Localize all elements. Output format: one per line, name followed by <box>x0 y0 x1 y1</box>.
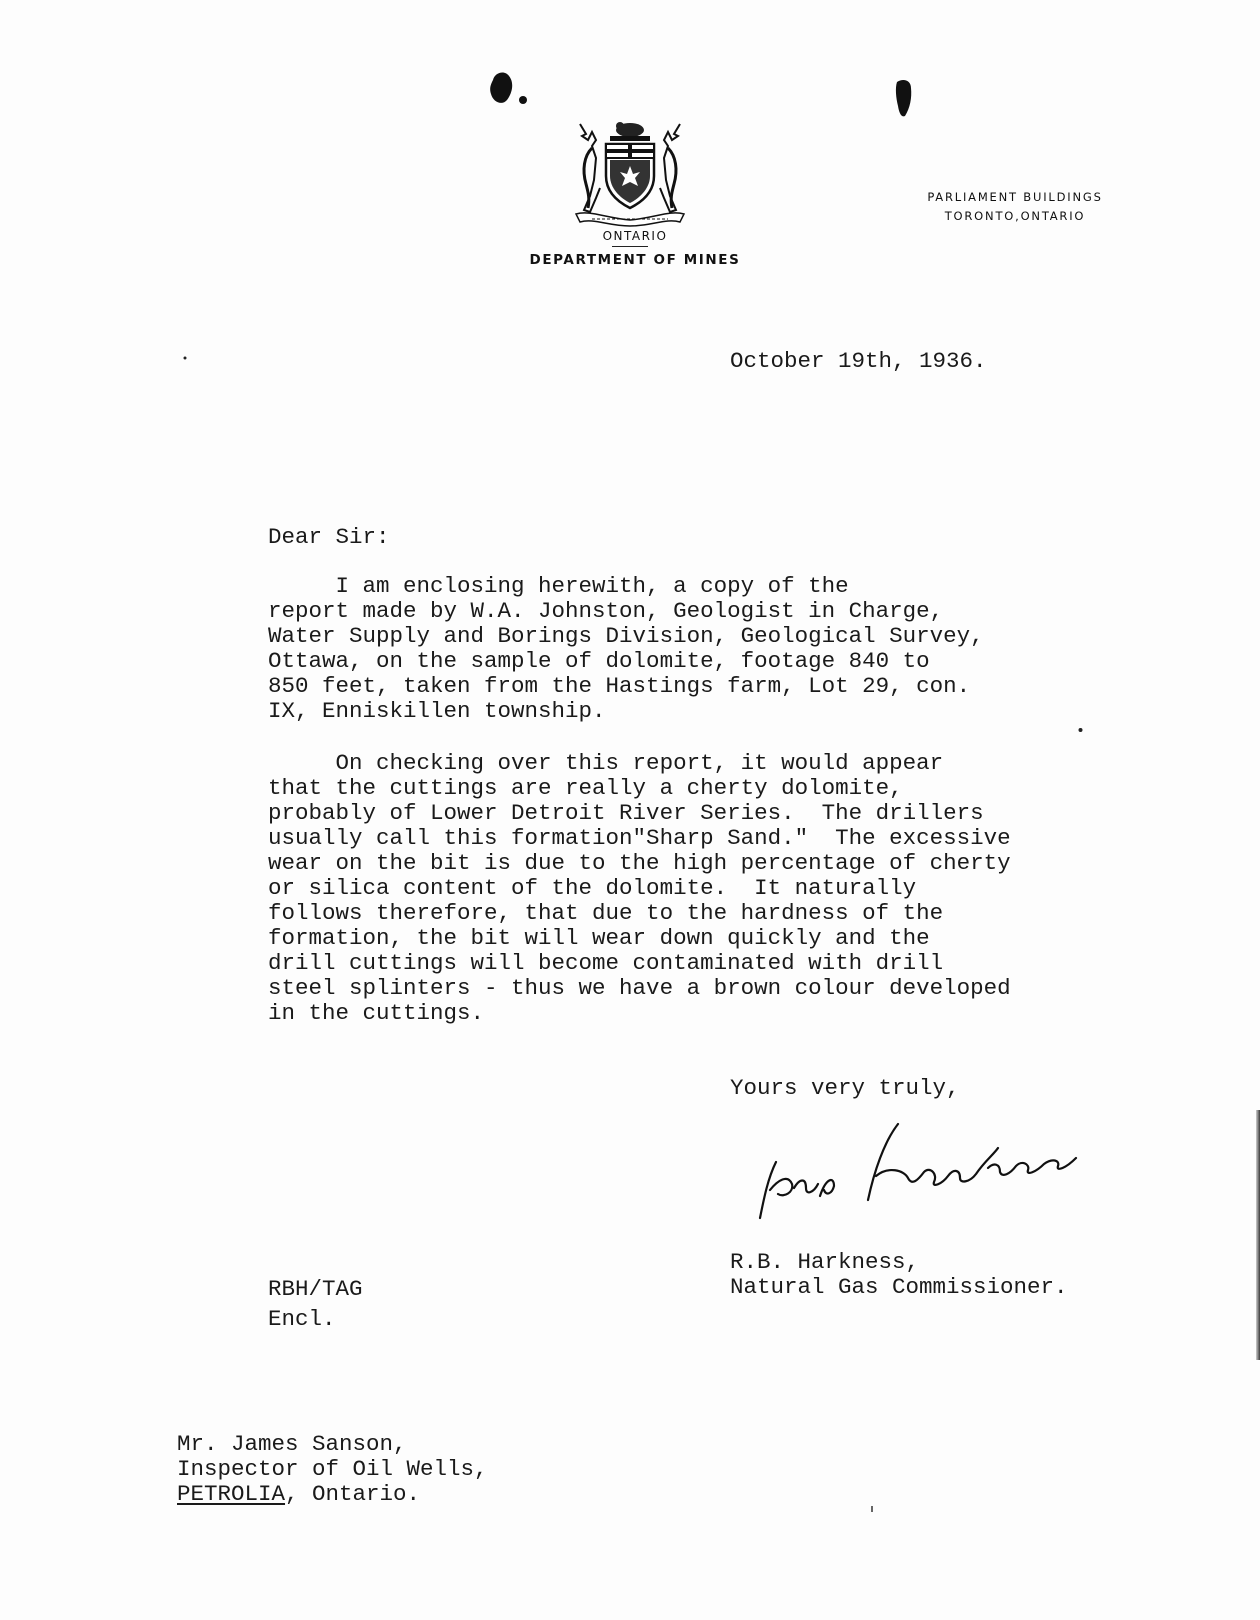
scan-speck <box>1078 727 1083 733</box>
addressee-province: , Ontario. <box>285 1481 421 1507</box>
body-paragraph-2 <box>268 751 1128 1026</box>
body-line: report made by W.A. Johnston, Geologist in Charge, <box>268 598 944 624</box>
body-line: follows therefore, that due to the hardness of the <box>268 900 944 926</box>
enclosure-note: Encl. <box>268 1306 336 1332</box>
addressee-title: Inspector of Oil Wells, <box>177 1456 488 1482</box>
scan-edge-shadow <box>1256 1110 1260 1360</box>
ontario-coat-of-arms-icon <box>570 118 690 228</box>
scan-speck <box>870 1506 874 1512</box>
closing: Yours very truly, <box>730 1075 960 1101</box>
salutation: Dear Sir: <box>268 524 390 550</box>
body-line: or silica content of the dolomite. It naturally <box>268 875 917 901</box>
ink-blot-left <box>487 70 535 110</box>
body-line: IX, Enniskillen township. <box>268 698 606 724</box>
body-line: Water Supply and Borings Division, Geological Survey, <box>268 623 984 649</box>
body-line: I am enclosing herewith, a copy of the <box>268 573 849 599</box>
signer-title: Natural Gas Commissioner. <box>730 1274 1068 1300</box>
ink-blot-right <box>893 78 915 120</box>
addressee-location <box>177 1482 488 1507</box>
scan-speck <box>183 356 187 360</box>
addressee-name: Mr. James Sanson, <box>177 1431 407 1457</box>
body-line: Ottawa, on the sample of dolomite, footage 840 to <box>268 648 930 674</box>
body-line: On checking over this report, it would appear <box>268 750 944 776</box>
letterhead-address-line-2: TORONTO,ONTARIO <box>944 209 1086 223</box>
body-line: usually call this formation"Sharp Sand." The excessive <box>268 825 1011 851</box>
letter-date: October 19th, 1936. <box>730 348 987 374</box>
body-line: steel splinters - thus we have a brown colour developed <box>268 975 1011 1001</box>
reference-initials: RBH/TAG <box>268 1276 363 1302</box>
letterhead-address-line-1: PARLIAMENT BUILDINGS <box>927 190 1103 204</box>
letterhead-province: ONTARIO <box>602 229 668 243</box>
body-line: in the cuttings. <box>268 1000 485 1026</box>
letterhead-department: DEPARTMENT OF MINES <box>529 252 741 268</box>
letterhead-divider <box>612 246 648 247</box>
body-line: drill cuttings will become contaminated with drill <box>268 950 944 976</box>
body-line: formation, the bit will wear down quickly and the <box>268 925 930 951</box>
addressee-block <box>177 1432 488 1507</box>
signer-name: R.B. Harkness, <box>730 1249 920 1275</box>
handwritten-signature-icon <box>748 1118 1088 1228</box>
body-line: wear on the bit is due to the high percentage of cherty <box>268 850 1011 876</box>
addressee-city: PETROLIA <box>177 1481 286 1507</box>
body-line: 850 feet, taken from the Hastings farm, Lot 29, con. <box>268 673 971 699</box>
body-paragraph-1 <box>268 574 1128 724</box>
body-line: that the cuttings are really a cherty dolomite, <box>268 775 903 801</box>
body-line: probably of Lower Detroit River Series. The drillers <box>268 800 984 826</box>
